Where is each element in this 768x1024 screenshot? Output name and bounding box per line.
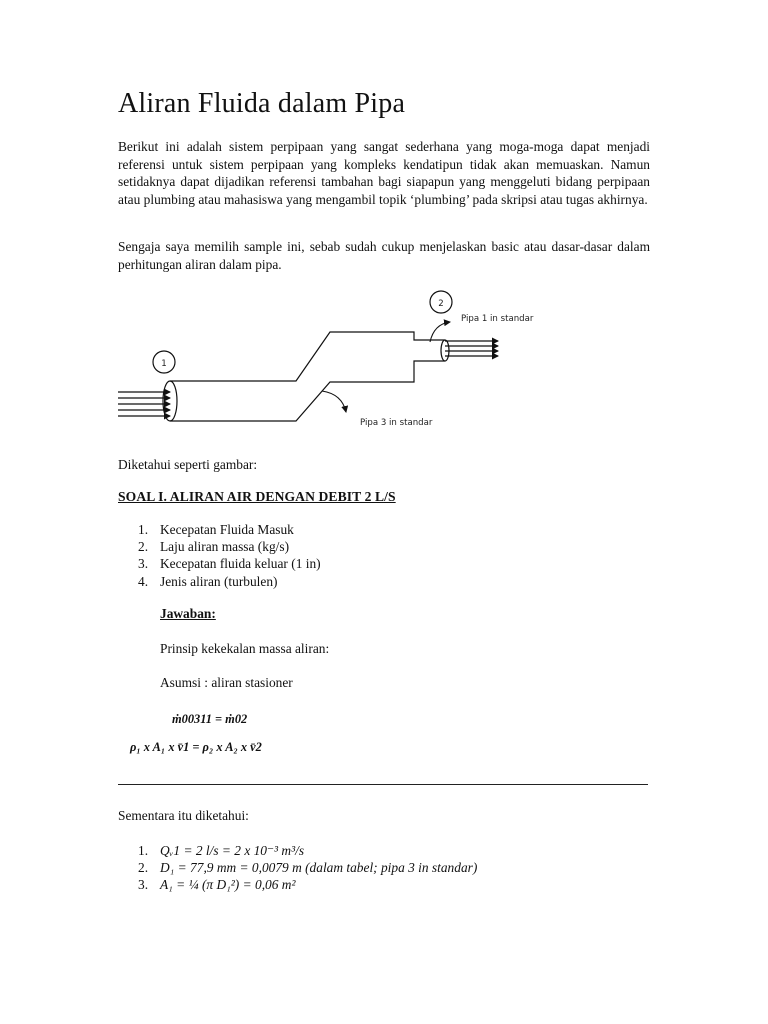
point-2-marker: [430, 291, 452, 313]
section-title: SOAL I. ALIRAN AIR DENGAN DEBIT 2 L/S: [118, 489, 396, 504]
list-item: [138, 521, 321, 538]
list-item: [138, 876, 477, 893]
known-text: Diketahui seperti gambar:: [118, 457, 258, 472]
pipe-3-label: Pipa 3 in standar: [360, 418, 433, 428]
list-number: 3.: [138, 556, 149, 572]
given-flow-rate: Qᵥ1 = 2 l/s = 2 x 10⁻³ m³/s: [160, 843, 305, 858]
list-text: Jenis aliran (turbulen): [160, 573, 278, 589]
list-item: [138, 555, 321, 572]
list-number: 4.: [138, 573, 149, 589]
pipe-1-label: Pipa 1 in standar: [461, 314, 534, 324]
list-item: [138, 573, 321, 590]
equation-mass-flow: ṁ00311 = ṁ02: [172, 712, 248, 726]
horizontal-divider: [118, 784, 648, 785]
given-text: Sementara itu diketahui:: [118, 808, 249, 823]
given-area: A₁ = ¼ (π D₁²) = 0,06 m²: [160, 877, 296, 893]
pointer-arrows: [322, 322, 450, 412]
list-text: Laju aliran massa (kg/s): [160, 539, 290, 555]
intro-paragraph: Berikut ini adalah sistem perpipaan yang sangat sederhana yang moga-moga dapat menjadi referensi untuk sistem perpipaan yang kompleks kendatipun tidak akan memuaskan. Namun setidaknya dapat dijadikan referensi tambahan bagi siapapun yang menggeluti bidang perpipaan atau plumbing atau mahasiswa yang mengambil topik ‘plumbing’ pada skripsi atau tugas akhirnya.: [118, 139, 650, 207]
list-item: [138, 842, 477, 859]
point-2-label: 2: [438, 299, 444, 309]
point-1-label: 1: [161, 359, 167, 369]
list-item: [138, 859, 477, 876]
list-item: [138, 538, 321, 555]
list-text: Kecepatan Fluida Masuk: [160, 522, 294, 537]
point-1-marker: [153, 351, 175, 373]
given-diameter: D₁ = 77,9 mm = 0,0079 m (dalam tabel; pipa 3 in standar): [160, 860, 478, 876]
assumption-text: Asumsi : aliran stasioner: [160, 675, 293, 690]
inlet-arrows: [118, 392, 170, 416]
pipe-diagram: [110, 284, 550, 434]
page-title: Aliran Fluida dalam Pipa: [118, 88, 406, 119]
list-number: 1.: [138, 522, 149, 537]
outlet-arrows: [445, 341, 498, 356]
list-number: 1.: [138, 843, 149, 858]
equation-continuity: ρ₁ x A₁ x v̄1 = ρ₂ x A₂ x v̄2: [130, 740, 262, 754]
list-text: Kecepatan fluida keluar (1 in): [160, 556, 321, 572]
given-list: [138, 842, 477, 894]
list-number: 2.: [138, 860, 149, 876]
principle-text: Prinsip kekekalan massa aliran:: [160, 641, 330, 656]
pipe-outline: [163, 332, 449, 421]
answer-heading: Jawaban:: [160, 606, 216, 621]
list-number: 2.: [138, 539, 149, 555]
list-number: 3.: [138, 877, 149, 893]
question-list: [138, 521, 321, 590]
intro-paragraph-2: Sengaja saya memilih sample ini, sebab sudah cukup menjelaskan basic atau dasar-dasar dalam perhitungan aliran dalam pipa.: [118, 239, 650, 272]
